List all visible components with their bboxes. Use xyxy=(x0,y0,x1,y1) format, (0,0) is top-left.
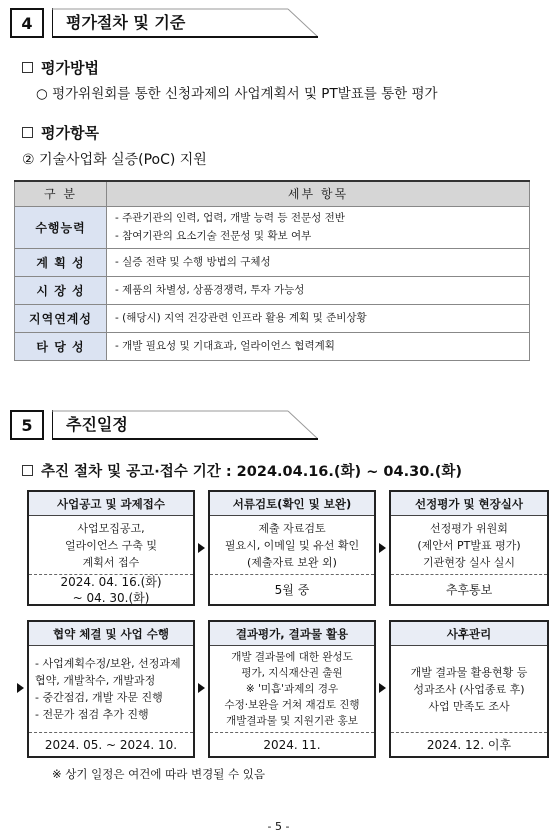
schedule-heading xyxy=(22,460,462,481)
flow-body-line: 선정평가 위원회 xyxy=(430,521,508,535)
flow-step-title: 협약 체결 및 사업 수행 xyxy=(29,622,193,646)
flow-step-2 xyxy=(208,490,376,606)
flow-body-line: 개발 결과물 활용현황 등 xyxy=(410,665,528,679)
flow-date-line: 2024. 04. 16.(화) xyxy=(60,574,162,589)
detail-cell xyxy=(107,248,530,276)
flow-step-title: 사업공고 및 과제접수 xyxy=(29,492,193,516)
flow-step-title: 결과평가, 결과물 활용 xyxy=(210,622,374,646)
flow-step-date xyxy=(210,574,374,604)
method-text: ○ 평가위원회를 통한 신청과제의 사업계획서 및 PT발표를 통한 평가 xyxy=(36,86,438,102)
flow-body-line: - 전문가 점검 추가 진행 xyxy=(35,708,149,721)
flow-body-line: 수정·보완을 거쳐 재검토 진행 xyxy=(224,699,360,711)
flow-date-line: 5월 중 xyxy=(274,582,310,597)
flow-body-line: 평가, 지식재산권 출원 xyxy=(241,667,343,679)
sub-heading: ② 기술사업화 실증(PoC) 지원 xyxy=(22,152,207,168)
flow-body-line: 필요시, 이메일 및 유선 확인 xyxy=(224,538,360,552)
flow-step-title: 사후관리 xyxy=(391,622,547,646)
flow-body-line: 계획서 접수 xyxy=(82,555,140,569)
section-title-bar xyxy=(52,8,318,38)
flow-step-body xyxy=(29,646,193,732)
evaluation-table xyxy=(14,180,530,361)
flow-body-line: 개발결과물 및 지원기관 홍보 xyxy=(226,715,358,727)
flow-arrow-icon xyxy=(198,543,205,553)
flow-step-3 xyxy=(389,490,549,606)
category-cell: 수행능력 xyxy=(15,206,107,248)
detail-cell xyxy=(107,304,530,332)
flow-step-title: 선정평가 및 현장실사 xyxy=(391,492,547,516)
flow-date-line: 추후통보 xyxy=(445,582,493,597)
flow-step-title: 서류검토(확인 및 보완) xyxy=(210,492,374,516)
schedule-heading-text: 추진 절차 및 공고·접수 기간 : 2024.04.16.(화) ~ 04.30.(화) xyxy=(41,464,463,480)
category-cell: 지역연계성 xyxy=(15,304,107,332)
flow-step-4 xyxy=(27,620,195,758)
flow-step-body xyxy=(391,646,547,732)
table-row xyxy=(15,248,530,276)
section-title-bar xyxy=(52,410,318,440)
section-title: 추진일정 xyxy=(66,415,128,434)
flow-step-date xyxy=(210,732,374,756)
flow-date-line: 2024. 12. 이후 xyxy=(426,737,512,752)
method-heading-text: 평가방법 xyxy=(41,59,99,77)
flow-body-line: 제출 자료검토 xyxy=(258,521,326,535)
flow-step-date xyxy=(391,732,547,756)
flow-step-1 xyxy=(27,490,195,606)
detail-line: - 주관기관의 인력, 업력, 개발 능력 등 전문성 전반 xyxy=(115,212,345,224)
section-4-header xyxy=(10,8,320,38)
page-number: - 5 - xyxy=(267,820,290,833)
detail-line: - (해당시) 지역 건강관련 인프라 활용 계획 및 준비상황 xyxy=(115,312,367,324)
flow-step-body xyxy=(210,646,374,732)
flow-body-line: - 중간점검, 개발 자문 진행 xyxy=(35,691,163,704)
square-bullet-icon xyxy=(22,127,33,138)
flow-body-line: 성과조사 (사업종료 후) xyxy=(413,682,525,696)
section-title: 평가절차 및 기준 xyxy=(66,13,186,32)
table-row xyxy=(15,304,530,332)
schedule-note: ※ 상기 일정은 여건에 따라 변경될 수 있음 xyxy=(52,767,265,781)
flow-step-body xyxy=(29,516,193,574)
flow-step-date xyxy=(391,574,547,604)
category-cell: 타 당 성 xyxy=(15,332,107,360)
flow-step-body xyxy=(391,516,547,574)
detail-cell xyxy=(107,276,530,304)
flow-body-line: - 사업계획수정/보완, 선정과제 xyxy=(35,657,181,670)
items-heading xyxy=(22,122,99,143)
flow-step-date xyxy=(29,732,193,756)
flow-arrow-icon xyxy=(198,683,205,693)
flow-body-line: ※ '미흡'과제의 경우 xyxy=(245,683,339,695)
section-number: 5 xyxy=(10,410,44,440)
flow-body-line: 사업 만족도 조사 xyxy=(428,699,510,713)
table-row xyxy=(15,206,530,248)
flow-body-line: 얼라이언스 구축 및 xyxy=(64,538,157,552)
table-header-cell: 세부 항목 xyxy=(107,181,530,206)
section-number: 4 xyxy=(10,8,44,38)
flow-body-line: (제출자료 보완 외) xyxy=(247,555,337,569)
detail-cell xyxy=(107,332,530,360)
detail-cell xyxy=(107,206,530,248)
flow-date-line: 2024. 11. xyxy=(263,737,321,752)
square-bullet-icon xyxy=(22,465,33,476)
flow-date-line: ~ 04. 30.(화) xyxy=(72,590,150,605)
flow-date-line: 2024. 05. ~ 2024. 10. xyxy=(44,737,178,752)
items-heading-text: 평가항목 xyxy=(41,124,99,142)
flow-step-date xyxy=(29,574,193,604)
flow-step-5 xyxy=(208,620,376,758)
category-cell: 시 장 성 xyxy=(15,276,107,304)
table-row xyxy=(15,276,530,304)
flow-body-line: 사업모집공고, xyxy=(77,521,145,535)
flow-arrow-icon xyxy=(17,683,24,693)
detail-line: - 개발 필요성 및 기대효과, 얼라이언스 협력계획 xyxy=(115,340,335,352)
flow-body-line: 협약, 개발착수, 개발과정 xyxy=(35,674,156,687)
flow-body-line: 개발 결과물에 대한 완성도 xyxy=(231,651,353,663)
detail-line: - 참여기관의 요소기술 전문성 및 확보 여부 xyxy=(115,230,312,242)
method-heading xyxy=(22,57,99,78)
flow-arrow-icon xyxy=(379,683,386,693)
square-bullet-icon xyxy=(22,62,33,73)
flow-body-line: (제안서 PT발표 평가) xyxy=(417,538,521,552)
detail-line: - 제품의 차별성, 상품경쟁력, 투자 가능성 xyxy=(115,284,305,296)
flow-arrow-icon xyxy=(379,543,386,553)
flow-step-body xyxy=(210,516,374,574)
detail-line: - 실증 전략 및 수행 방법의 구체성 xyxy=(115,256,271,268)
category-cell: 계 획 성 xyxy=(15,248,107,276)
flow-body-line: 기관현장 실사 실시 xyxy=(422,555,515,569)
table-row xyxy=(15,332,530,360)
section-5-header xyxy=(10,410,320,440)
flow-step-6 xyxy=(389,620,549,758)
table-header-row xyxy=(15,181,530,206)
table-header-cell: 구 분 xyxy=(15,181,107,206)
